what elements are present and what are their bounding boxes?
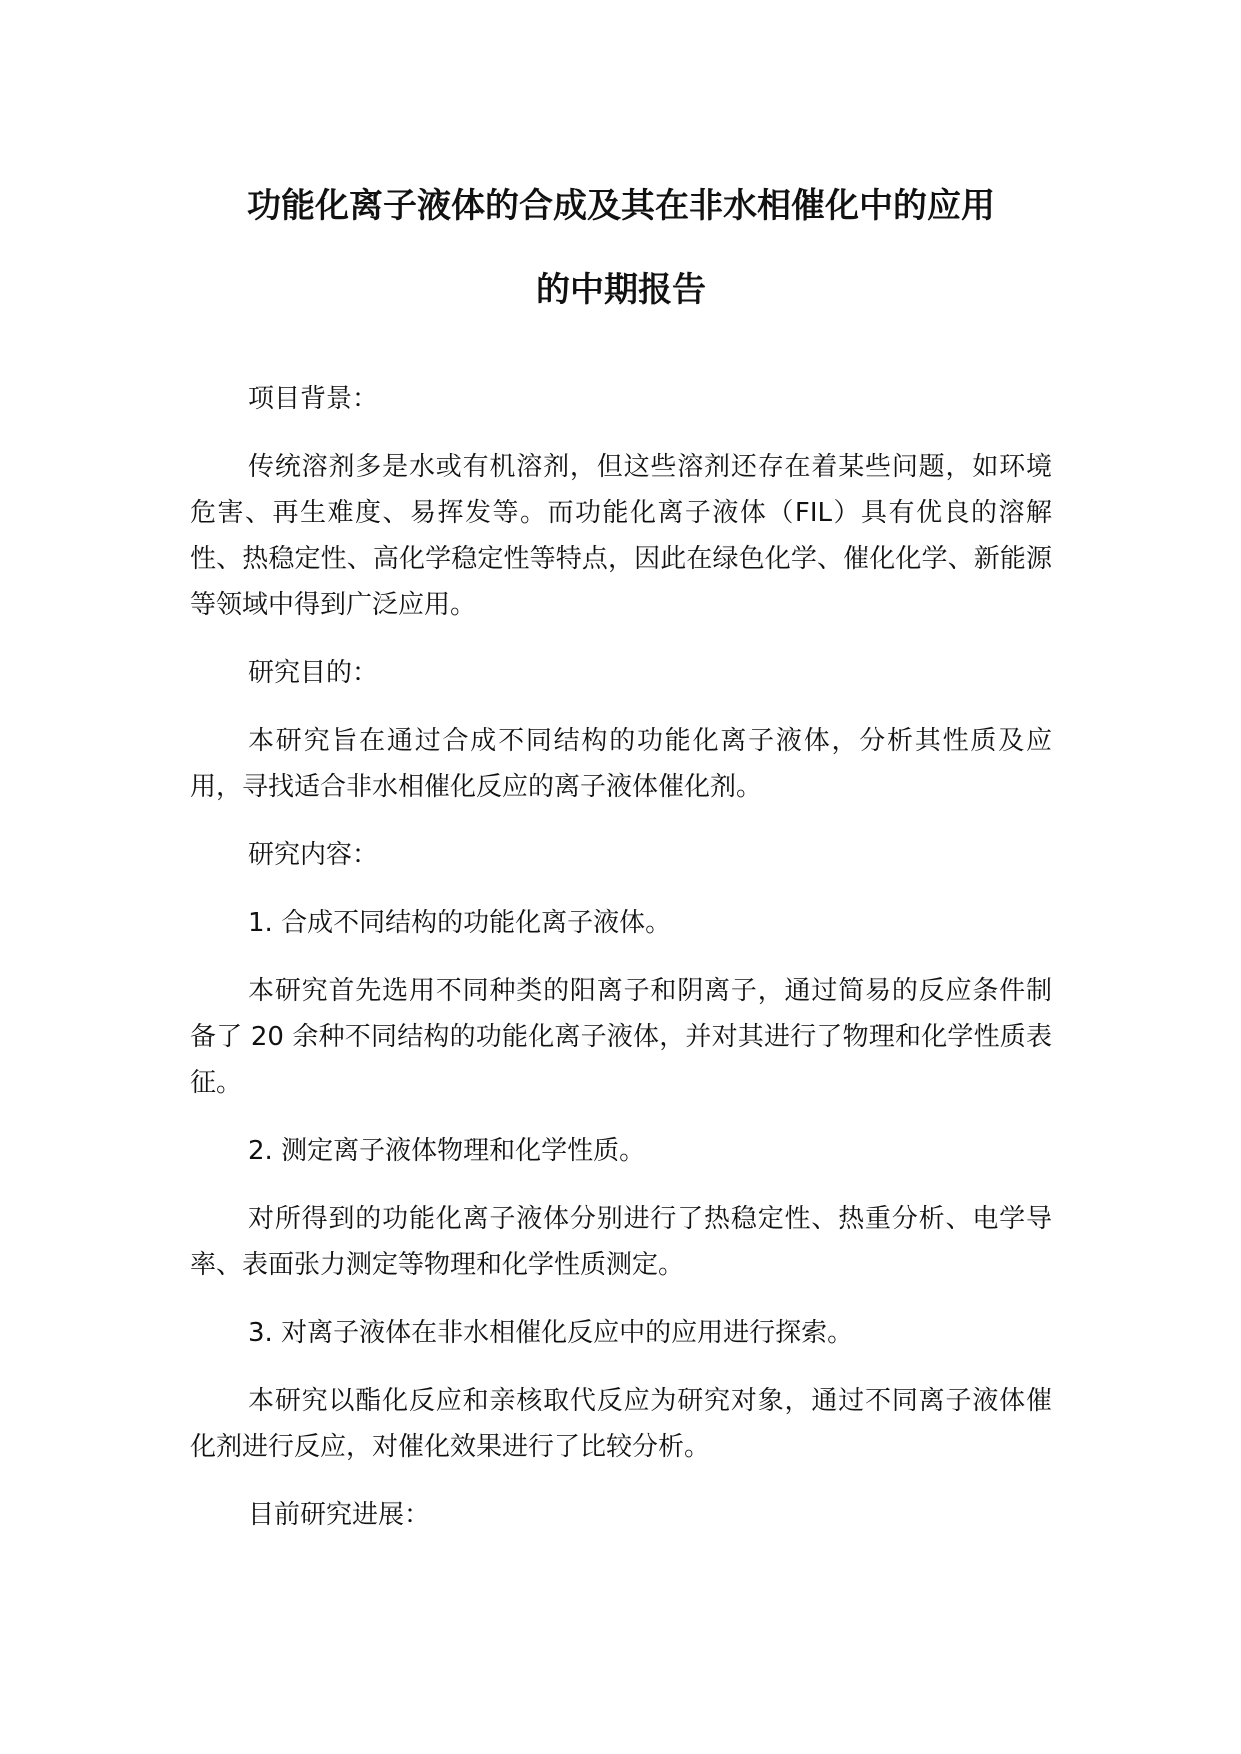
list-item-2: 2. 测定离子液体物理和化学性质。 xyxy=(248,1136,646,1166)
document-title-line-2: 的中期报告 xyxy=(536,270,706,310)
list-item-1: 1. 合成不同结构的功能化离子液体。 xyxy=(248,908,672,938)
section-heading-content: 研究内容： xyxy=(248,840,379,870)
paragraph-item-2: 对所得到的功能化离子液体分别进行了热稳定性、热重分析、电学导率、表面张力测定等物理和化学性质测定。 xyxy=(190,1204,1052,1280)
section-heading-progress: 目前研究进展： xyxy=(248,1500,431,1530)
paragraph-purpose: 本研究旨在通过合成不同结构的功能化离子液体，分析其性质及应用，寻找适合非水相催化反应的离子液体催化剂。 xyxy=(190,726,1052,802)
paragraph-background: 传统溶剂多是水或有机溶剂，但这些溶剂还存在着某些问题，如环境危害、再生难度、易挥发等。而功能化离子液体（FIL）具有优良的溶解性、热稳定性、高化学稳定性等特点，因此在绿色化学、催化化学、新能源等领域中得到广泛应用。 xyxy=(190,452,1052,620)
document-body xyxy=(190,376,1052,1560)
document-title-line-1: 功能化离子液体的合成及其在非水相催化中的应用 xyxy=(247,186,995,226)
list-item-3: 3. 对离子液体在非水相催化反应中的应用进行探索。 xyxy=(248,1318,854,1348)
section-heading-purpose: 研究目的： xyxy=(248,658,379,688)
paragraph-item-1: 本研究首先选用不同种类的阳离子和阴离子，通过简易的反应条件制备了 20 余种不同结构的功能化离子液体，并对其进行了物理和化学性质表征。 xyxy=(190,976,1052,1098)
paragraph-item-3: 本研究以酯化反应和亲核取代反应为研究对象，通过不同离子液体催化剂进行反应，对催化效果进行了比较分析。 xyxy=(190,1386,1052,1462)
section-heading-background: 项目背景： xyxy=(248,384,379,414)
